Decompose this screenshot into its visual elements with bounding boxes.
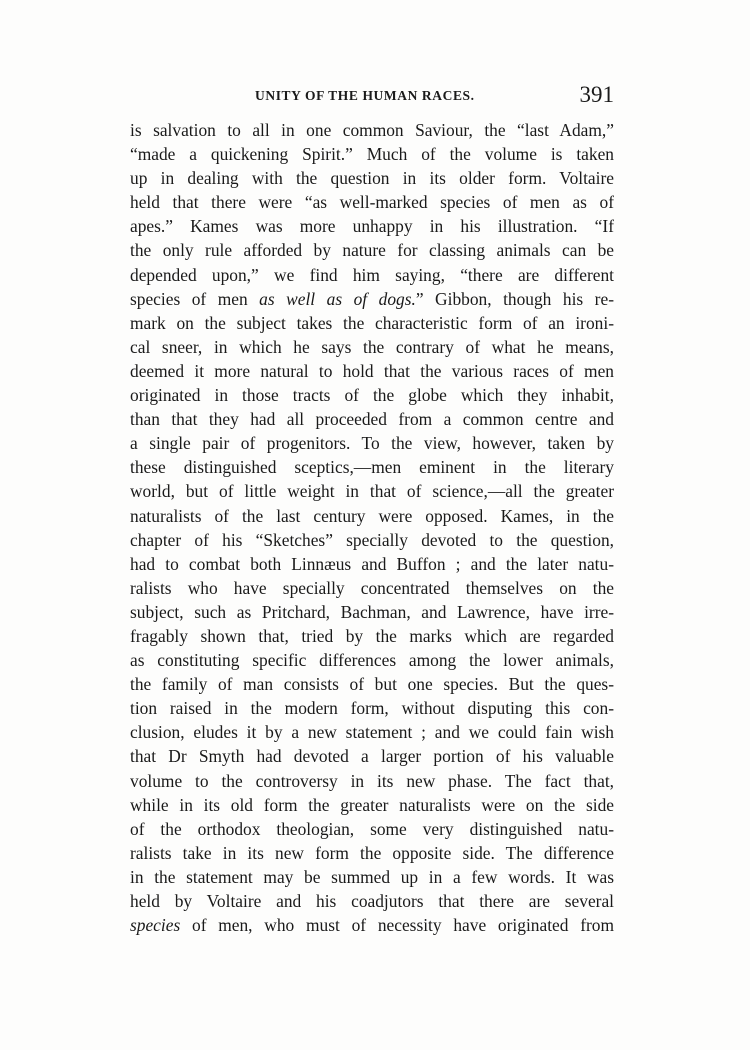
italic-phrase: as well as of dogs. <box>259 288 416 309</box>
text-line: is salvation to all in one common Saviour, the “last Adam,” <box>130 120 614 140</box>
text-line: apes.” Kames was more unhappy in his illustration. “If <box>130 216 614 237</box>
page-header <box>130 82 614 110</box>
text-line: these distinguished sceptics,—men eminent in the literary <box>130 457 614 478</box>
text-line: that Dr Smyth had devoted a larger portion of his valuable <box>130 746 614 767</box>
italic-word: species <box>130 915 181 936</box>
text-line: the only rule afforded by nature for classing animals can be <box>130 240 614 261</box>
text-line: in the statement may be summed up in a few words. It was <box>130 866 614 887</box>
text-line: as constituting specific differences among the lower animals, <box>130 650 614 671</box>
text-line: than that they had all proceeded from a common centre and <box>130 409 614 430</box>
text-line: mark on the subject takes the characteristic form of an ironi- <box>130 312 614 333</box>
text-line: fragably shown that, tried by the marks which are regarded <box>130 625 614 646</box>
text-line: originated in those tracts of the globe which they inhabit, <box>130 385 614 406</box>
text-line: depended upon,” we find him saying, “there are different <box>130 264 614 285</box>
text-line: world, but of little weight in that of science,—all the greater <box>130 481 614 502</box>
text-line: while in its old form the greater naturalists were on the side <box>130 794 614 815</box>
text-line: up in dealing with the question in its older form. Voltaire <box>130 168 614 189</box>
text-line: ralists take in its new form the opposite side. The difference <box>130 842 614 863</box>
text-line: species of men as well as of dogs.” Gibbon, though his re- <box>130 288 614 309</box>
text-line: a single pair of progenitors. To the view, however, taken by <box>130 433 614 454</box>
text-line: naturalists of the last century were opposed. Kames, in the <box>130 505 614 526</box>
text-line: tion raised in the modern form, without disputing this con- <box>130 698 614 719</box>
text-line: had to combat both Linnæus and Buffon ; and the later natu- <box>130 553 614 574</box>
text-line: deemed it more natural to hold that the various races of men <box>130 360 614 381</box>
text-line: held that there were “as well-marked species of men as of <box>130 192 614 213</box>
running-head: UNITY OF THE HUMAN RACES. <box>255 88 475 103</box>
text-line: the family of man consists of but one species. But the ques- <box>130 674 614 695</box>
body-text <box>130 118 614 937</box>
text-line: subject, such as Pritchard, Bachman, and Lawrence, have irre- <box>130 601 614 622</box>
text-line: chapter of his “Sketches” specially devoted to the question, <box>130 529 614 550</box>
text-line: “made a quickening Spirit.” Much of the volume is taken <box>130 144 614 165</box>
text-line: of the orthodox theologian, some very distinguished natu- <box>130 818 614 839</box>
text-line: species of men, who must of necessity have originated from <box>130 915 614 936</box>
page-number: 391 <box>579 82 614 107</box>
text-line: ralists who have specially concentrated themselves on the <box>130 577 614 598</box>
text-line: volume to the controversy in its new phase. The fact that, <box>130 770 614 791</box>
text-line: clusion, eludes it by a new statement ; and we could fain wish <box>130 722 614 743</box>
text-line: cal sneer, in which he says the contrary of what he means, <box>130 336 614 357</box>
text-line: held by Voltaire and his coadjutors that there are several <box>130 891 614 911</box>
